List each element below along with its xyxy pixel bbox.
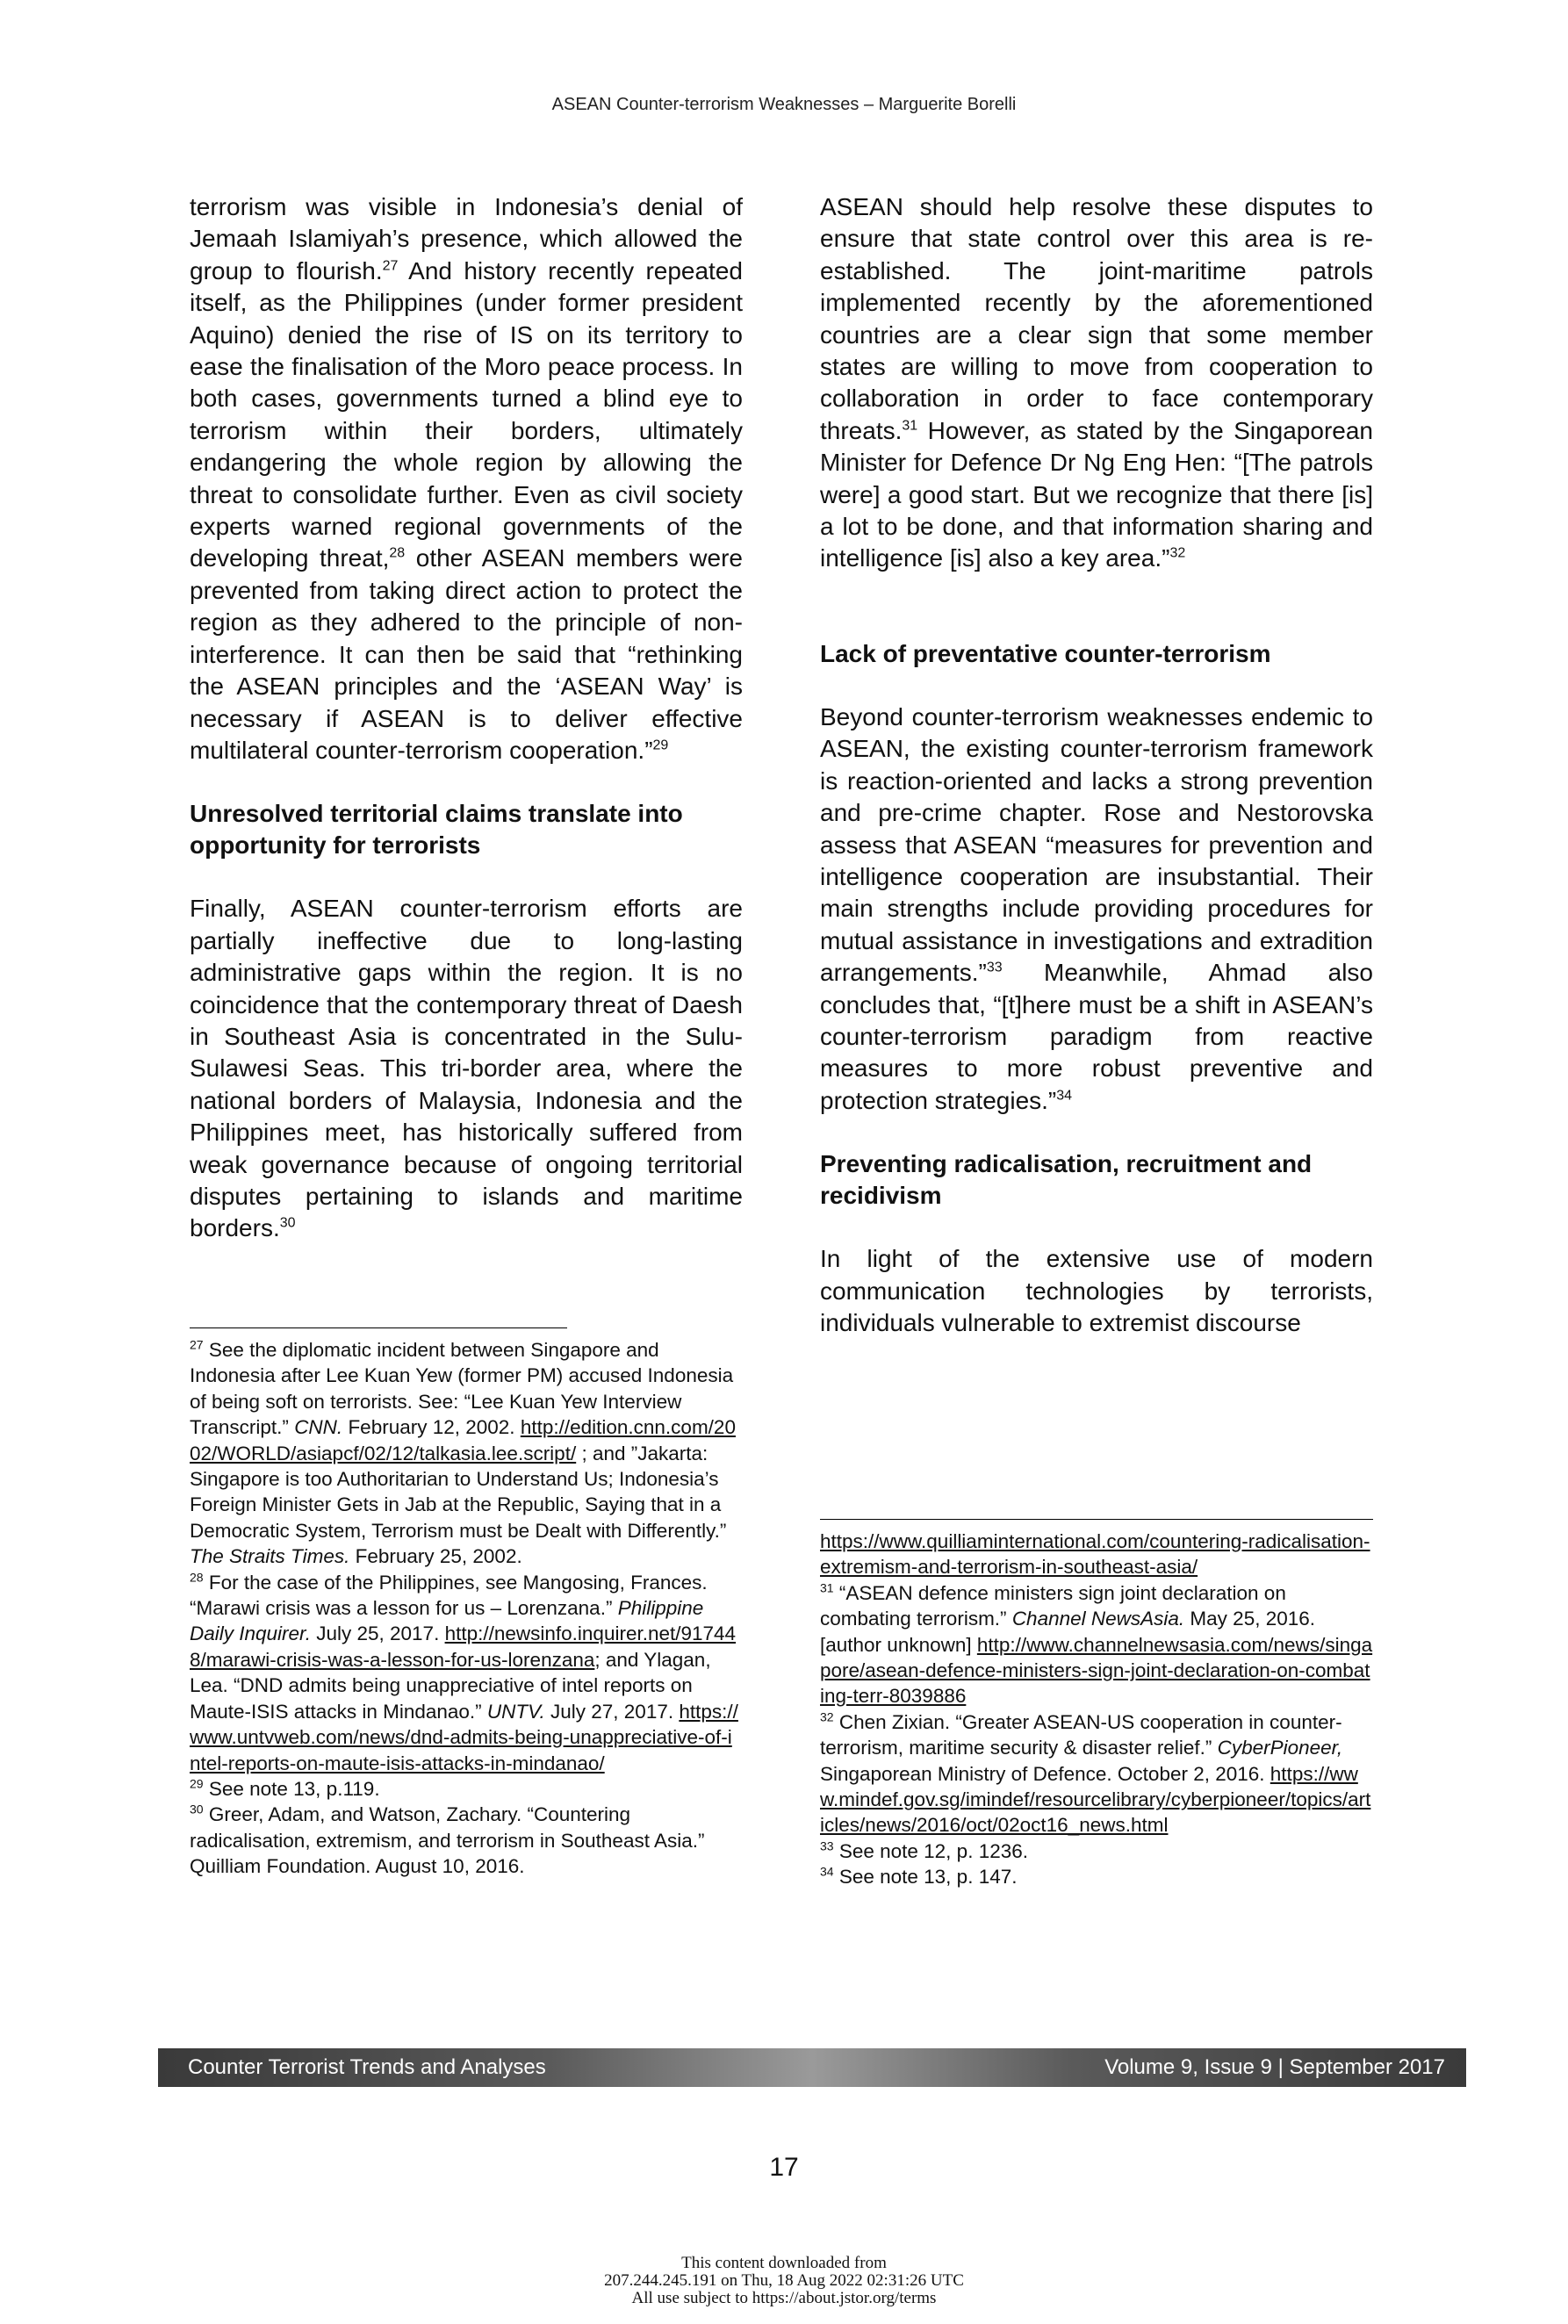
footnote-30: $^{30}$ Greer, Adam, and Watson, Zachary. “Countering radicalisation, extremism, and terrorism in Southeast Asia.” Quilliam Foundation. August 10, 2016. [190, 1802, 705, 1878]
footnote-link[interactable]: http://edition.cnn.com/2002/WORLD/asiapcf/02/12/talkasia.lee.script/ [190, 1416, 736, 1464]
footnote-31: $^{31}$ “ASEAN defence ministers sign joint declaration on combating terrorism.” Channel NewsAsia. May 25, 2016. [author unknown] http://www.channelnewsasia.com/news/singapore/asean-defence-ministers-sign-joint-declaration-on-combating-terr-8039886 [820, 1580, 1373, 1708]
footnote-divider [820, 1519, 1373, 1520]
footnote-27: $^{27}$ See the diplomatic incident between Singapore and Indonesia after Lee Kuan Yew (former PM) accused Indonesia of being soft on terrorists. See: “Lee Kuan Yew Interview Transcript.” CNN. February 12, 2002. http://edition.cnn.com/2002/WORLD/asiapcf/02/12/talkasia.lee.script/ ; and ”Jakarta: Singapore is too Authoritarian to Understand Us; Indonesia’s Foreign Minister Gets in Jab at the Republic, Saying that in a Democratic System, Terrorism must be Dealt with Differently.” The Straits Times. February 25, 2002. [190, 1337, 736, 1568]
footnote-ref[interactable]: 33 [986, 960, 1003, 975]
right-column [820, 191, 1373, 1339]
footnote-divider [190, 1327, 567, 1328]
footnote-link[interactable]: https://www.untvweb.com/news/dnd-admits-being-unappreciative-of-intel-reports-on-maute-isis-attacks-in-mindanao/ [190, 1700, 738, 1774]
footnote-33: $^{33}$ See note 12, p. 1236. [820, 1838, 1029, 1862]
footnote-30-continued [820, 1529, 1373, 1580]
footnote-link[interactable]: http://www.channelnewsasia.com/news/singapore/asean-defence-ministers-sign-joint-declaration-on-combating-terr-8039886 [820, 1633, 1373, 1708]
footnote-29: $^{29}$ See note 13, p.119. [190, 1776, 380, 1800]
page-number: 17 [769, 2153, 799, 2182]
section-heading: Lack of preventative counter-terrorism [820, 639, 1271, 667]
footnote-34: $^{34}$ See note 13, p. 147. [820, 1864, 1018, 1889]
issue-info: Volume 9, Issue 9 | September 2017 [1104, 2055, 1445, 2079]
footnote-ref[interactable]: 34 [1056, 1088, 1073, 1104]
section-heading: Unresolved territorial claims translate into opportunity for terrorists [190, 800, 683, 860]
footnote-ref[interactable]: 30 [279, 1216, 296, 1232]
paragraph: terrorism was visible in Indonesia’s denial of Jemaah Islamiyah’s presence, which allowed the group to flourish.$^{27}$ And history recently repeated itself, as the Philippines (under former president Aquino) denied the rise of IS on its territory to ease the finalisation of the Moro peace process. In both cases, governments turned a blind eye to terrorism within their borders, ultimately endangering the whole region by allowing the threat to consolidate further. Even as civil society experts warned regional governments of the developing threat,$^{28}$ other ASEAN members were prevented from taking direct action to protect the region as they adhered to the principle of non-interference. It can then be said that “rethinking the ASEAN principles and the ‘ASEAN Way’ is necessary if ASEAN is to deliver effective multilateral counter-terrorism cooperation.”$^{29}$ [190, 193, 743, 764]
section-heading: Preventing radicalisation, recruitment and recidivism [820, 1150, 1313, 1210]
journal-title: Counter Terrorist Trends and Analyses [188, 2055, 546, 2079]
footnotes-right [820, 1519, 1373, 1890]
jstor-notice: This content downloaded from 207.244.245.191 on Thu, 18 Aug 2022 02:31:26 UTC All use subject to https://about.jstor.org/terms [604, 2254, 964, 2307]
footnote-28: $^{28}$ For the case of the Philippines, see Mangosing, Frances. “Marawi crisis was a lesson for us – Lorenzana.” Philippine Daily Inquirer. July 25, 2017. http://newsinfo.inquirer.net/917448/marawi-crisis-was-a-lesson-for-us-lorenzana; and Ylagan, Lea. “DND admits being unappreciative of intel reports on Maute-ISIS attacks in Mindanao.” UNTV. July 27, 2017. https://www.untvweb.com/news/dnd-admits-being-unappreciative-of-intel-reports-on-maute-isis-attacks-in-mindanao/ [190, 1570, 738, 1774]
footnote-link[interactable]: http://newsinfo.inquirer.net/917448/marawi-crisis-was-a-lesson-for-us-lorenzana [190, 1622, 737, 1671]
paragraph: Finally, ASEAN counter-terrorism efforts are partially ineffective due to long-lasting administrative gaps within the region. It is no coincidence that the contemporary threat of Daesh in Southeast Asia is concentrated in the Sulu-Sulawesi Seas. This tri-border area, where the national borders of Malaysia, Indonesia and the Philippines meet, has historically suffered from weak governance because of ongoing territorial disputes pertaining to islands and maritime borders.$^{30}$ [190, 895, 743, 1242]
footnotes-left [190, 1327, 743, 1880]
footnote-ref[interactable]: 29 [652, 737, 669, 753]
footnote-32: $^{32}$ Chen Zixian. “Greater ASEAN-US cooperation in counter-terrorism, maritime security & disaster relief.” CyberPioneer, Singaporean Ministry of Defence. October 2, 2016. https://www.mindef.gov.sg/imindef/resourcelibrary/cyberpioneer/topics/articles/news/2016/oct/02oct16_news.html [820, 1709, 1371, 1837]
footnote-ref[interactable]: 31 [902, 418, 918, 434]
footnote-ref[interactable]: 27 [382, 258, 399, 274]
paragraph: Beyond counter-terrorism weaknesses endemic to ASEAN, the existing counter-terrorism framework is reaction-oriented and lacks a strong prevention and pre-crime chapter. Rose and Nestorovska assess that ASEAN “measures for prevention and intelligence cooperation are insubstantial. Their main strengths include providing procedures for mutual assistance in investigations and extradition arrangements.”$^{33}$ Meanwhile, Ahmad also concludes that, “[t]here must be a shift in ASEAN’s counter-terrorism paradigm from reactive measures to more robust preventive and protection strategies.”$^{34}$ [820, 702, 1373, 1114]
running-head: ASEAN Counter-terrorism Weaknesses – Marguerite Borelli [551, 95, 1017, 114]
left-column [190, 191, 743, 1245]
footnote-ref[interactable]: 28 [389, 546, 406, 562]
footnote-link[interactable]: https://www.quilliaminternational.com/countering-radicalisation-extremism-and-terrorism-in-southeast-asia/ [820, 1530, 1370, 1579]
footnote-link[interactable]: https://www.mindef.gov.sg/imindef/resourcelibrary/cyberpioneer/topics/articles/news/2016/oct/02oct16_news.html [820, 1762, 1371, 1837]
paragraph: ASEAN should help resolve these disputes to ensure that state control over this area is re-established. The joint-maritime patrols implemented recently by the aforementioned countries are a clear sign that some member states are willing to move from cooperation to collaboration in order to face contemporary threats.$^{31}$ However, as stated by the Singaporean Minister for Defence Dr Ng Eng Hen: “[The patrols were] a good start. But we recognize that there [is] a lot to be done, and that information sharing and intelligence [is] also a key area.”$^{32}$ [820, 193, 1373, 572]
footnote-ref[interactable]: 32 [1169, 546, 1186, 562]
paragraph: In light of the extensive use of modern communication technologies by terrorists, individuals vulnerable to extremist discourse [820, 1245, 1373, 1336]
journal-banner [158, 2048, 1466, 2087]
